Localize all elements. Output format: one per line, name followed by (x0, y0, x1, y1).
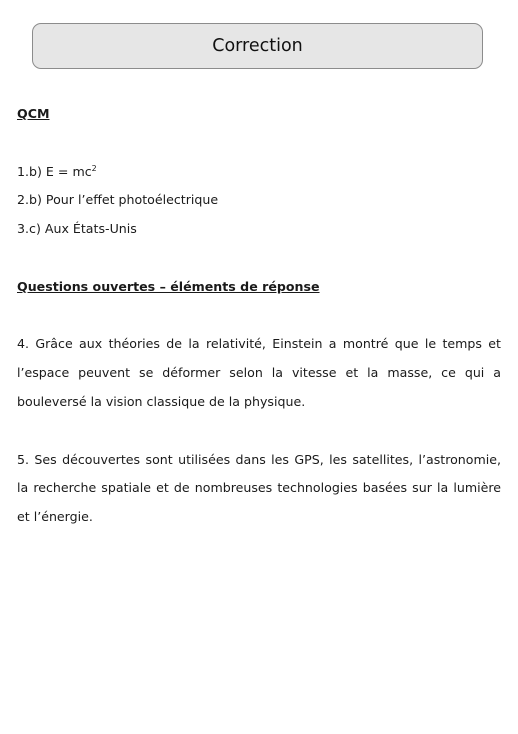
title-box (32, 23, 483, 69)
qcm-heading: QCM (17, 106, 50, 121)
superscript-exponent: 2 (91, 163, 97, 173)
page-title: Correction (212, 36, 303, 56)
open-questions-heading: Questions ouvertes – éléments de réponse (17, 278, 320, 294)
document-body (17, 100, 501, 532)
open-answer-5: 5. Ses découvertes sont utilisées dans les GPS, les satellites, l’astronomie, la recherche spatiale et de nombreuses technologies basées sur la lumière et l’énergie. (17, 451, 501, 525)
qcm-answer-1-text: 1.b) E = mc (17, 163, 92, 179)
qcm-answer-1 (17, 158, 501, 187)
qcm-answer-3: 3.c) Aux États-Unis (17, 221, 137, 237)
open-answer-4: 4. Grâce aux théories de la relativité, Einstein a montré que le temps et l’espace peuvent se déformer selon la vitesse et la masse, ce qui a bouleversé la vision classique de la physique. (17, 336, 501, 409)
qcm-answer-2: 2.b) Pour l’effet photoélectrique (17, 192, 219, 208)
